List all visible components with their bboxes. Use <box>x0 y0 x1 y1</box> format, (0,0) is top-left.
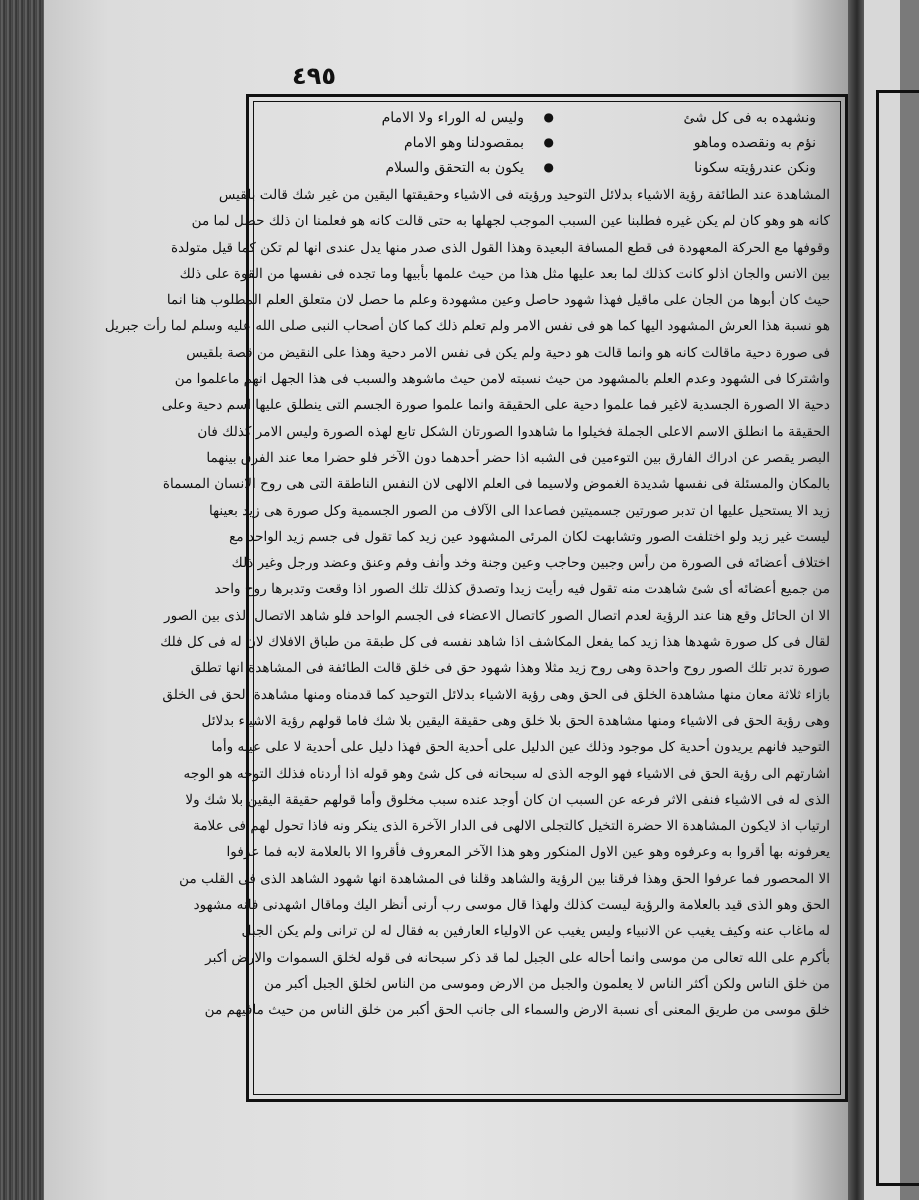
text-line: الا ان الحائل وقع هنا عند الرؤية لعدم اتصال الصور كاتصال الاعضاء فى الجسم الواحد فلو شاهد الاتصال الذى بين الصور <box>164 607 830 624</box>
verse-hemistich-right: ونكن عندرؤيته سكونا <box>694 160 816 176</box>
verse-block <box>270 110 824 186</box>
text-line: ليست غير زيد ولو اختلفت الصور وتشابهت لكان المرئى المشهود عين زيد كما تقول فى جسم زيد الواحد مع <box>229 528 830 545</box>
text-line: بالمكان والمسئلة فى نفسها شديدة الغموض ولاسيما فى العلم الالهى لان النفس الناطقة التى هى روح الانسان المسماة <box>162 476 830 493</box>
verse-hemistich-left: بمقصودلنا وهو الامام <box>403 135 524 151</box>
text-line: يعرفونه بها أقروا به وعرفوه وهو عين الاول المنكور وهو هذا الآخر المعروف فأقروا الا بالعلامة لابه فما عرفوا <box>226 844 830 861</box>
text-line: الحقيقة ما انطلق الاسم الاعلى الجملة فخيلوا ما شاهدوا الصورتان الشكل تابع لهذه الصورة وليس الامر كذلك فان <box>197 423 830 440</box>
text-line: وقوفها مع الحركة المعهودة فى قطع المسافة البعيدة وهذا القول الذى صدر منها يدل عندى انها لم تكن كما قيل متولدة <box>171 239 830 256</box>
text-line: اختلاف أعضائه فى الصورة من رأس وجبين وحاجب وعين وجنة وخد وأنف وفم وعنق وعضد ورجل وغير ذلك <box>231 555 830 572</box>
text-line: ارتياب اذ لايكون المشاهدة الا حضرة التخيل كالتجلى الالهى فى الدار الآخرة الذى ينكر ونه فاذا تحول لهم فى علامة <box>193 818 830 835</box>
text-line: المشاهدة عند الطائفة رؤية الاشياء بدلائل التوحيد ورؤيته فى الاشياء وحقيقتها اليقين من غير شك قالت بلقيس <box>218 187 830 203</box>
text-line: التوحيد فانهم يريدون أحدية كل موجود وذلك عين الدليل على أحدية الحق فهذا دليل على أحدية لا على عينه وأما <box>211 739 830 756</box>
text-line: وهى رؤية الحق فى الاشياء ومنها مشاهدة الحق بلا خلق وهى حقيقة اليقين بلا شك فاما قولهم رؤية الاشياء بدلائل <box>201 712 830 729</box>
text-line: البصر يقصر عن ادراك الفارق بين التوءمين فى الشبه اذا حضر أحدهما دون الآخر فلو حضرا معا عند الفرق بينهما <box>206 449 830 466</box>
verse-hemistich-right: ونشهده به فى كل شئ <box>683 110 816 126</box>
text-frame <box>104 94 848 1102</box>
text-line: زيد الا يستحيل عليها ان تدبر صورتين جسميتين فصاعدا الى الآلاف من الصور الجسمية وكل صورة هى زيد بعينها <box>208 502 830 519</box>
text-line: الذى له فى الاشياء فنفى الاثر فرعه عن السبب ان كان أوجد عنده سبب مخلوق وأما قولهم حقيقة اليقين بلا شك ولا <box>185 791 830 808</box>
prose-body <box>104 182 830 1024</box>
verse-line <box>270 110 824 135</box>
text-line: فى صورة دحية ماقالت كانه هو وانما قالت هو دحية ولم يكن فى نفس الامر دحية وهذا على النقيض من قصة بلقيس <box>186 344 830 361</box>
verse-hemistich-left: يكون به التحقق والسلام <box>385 160 524 176</box>
text-line: دحية الا الصورة الجسدية لاغير فما علموا دحية على الحقيقة وانما علموا صورة الجسم التى ينطلق عليها اسم دحية وعلى <box>161 397 830 414</box>
book-edge-left <box>0 0 48 1200</box>
verse-separator-icon: ● <box>543 160 554 174</box>
text-line: بين الانس والجان اذلو كانت كذلك لما بعد عليها مثل هذا من حيث علمها بأبيها وما تجده فى نفسها من القوة على ذلك <box>179 265 830 282</box>
book-page <box>44 0 856 1200</box>
text-line: هو نسبة هذا العرش المشهود اليها كما هو فى نفس الامر ولم تعلم ذلك كما كان أصحاب النبى صلى الله عليه وسلم لما رأت جبريل <box>104 318 830 335</box>
text-line: لقال فى كل صورة شهدها هذا زيد كما يفعل المكاشف اذا شاهد نفسه فى كل طبقة من طباق الافلاك لان له فى كل فلك <box>160 634 830 651</box>
text-frame-inner-border <box>104 101 841 1095</box>
text-line: اشارتهم الى رؤية الحق فى الاشياء فهو الوجه الذى له سبحانه فى كل شئ وهو قوله اذا أردناه فذلك التوجه هو الوجه <box>183 765 830 782</box>
text-line: حيث كان أبوها من الجان على ماقيل فهذا شهود حاصل وعين مشهودة وعلم ما حصل لان متعلق العلم المطلوب هنا انما <box>166 292 830 309</box>
verse-separator-icon: ● <box>543 135 554 149</box>
text-line: له ماغاب عنه وكيف يغيب عن الانبياء وليس يغيب عن الاولياء العارفين به فقال له لن ترانى ولم يكن الجبل <box>241 923 830 940</box>
text-line: خلق موسى من طريق المعنى أى نسبة الارض والسماء الى جانب الحق أكبر من خلق الناس من حيث مافيهم من <box>204 1002 830 1019</box>
text-line: بازاء ثلاثة معان منها مشاهدة الخلق فى الحق وهى رؤية الاشياء بدلائل التوحيد كما قدمناه ومنها مشاهدة الحق فى الخلق <box>162 686 830 703</box>
verse-hemistich-left: وليس له الوراء ولا الامام <box>381 110 524 126</box>
text-line: الا المحصور فما عرفوا الحق وهذا فرقنا بين الرؤية والشاهد وقلنا فى المشاهدة انها شهود الشاهد الذى فى القلب من <box>179 870 830 887</box>
verse-separator-icon: ● <box>543 110 554 124</box>
text-line: الحق وهو الذى قيد بالعلامة والرؤية ليست كذلك ولهذا قال موسى رب أرنى أنظر اليك وماقال اشهدنى فانه مشهود <box>193 897 830 914</box>
text-line: واشتركا فى الشهود وعدم العلم بالمشهود من حيث نسبته لامن حيث ماشوهد والسبب فى هذا الجهل انهم ماعلموا من <box>174 371 830 388</box>
text-line: كانه هو وهو كان لم يكن غيره فطلبنا عين السبب الموجب لجهلها به حتى قالت كانه هو فعلمنا ان ذلك حصل لما من <box>191 213 830 230</box>
text-line: من خلق الناس ولكن أكثر الناس لا يعلمون والجبل من الارض وموسى من الناس لخلق الجبل أكبر من <box>264 975 830 992</box>
adjacent-page-frame <box>876 90 919 1186</box>
page-number: ٤٩٥ <box>292 62 336 90</box>
text-line: من جميع أعضائه أى شئ شاهدت منه تقول فيه رأيت زيدا وتصدق كذلك تلك الصور اذا وقعت وتدبرها روح واحد <box>214 581 830 598</box>
verse-hemistich-right: نؤم به ونقصده وماهو <box>693 135 816 151</box>
verse-line <box>270 135 824 160</box>
text-line: بأكرم على الله تعالى من موسى وانما أحاله على الجبل لما قد ذكر سبحانه فى قوله لخلق السموات والارض أكبر <box>205 949 830 966</box>
text-line: صورة تدبر تلك الصور روح واحدة وهى روح زيد مثلا وهذا شهود حق فى خلق قالت الطائفة فى المشاهدة انها تطلق <box>190 660 830 677</box>
